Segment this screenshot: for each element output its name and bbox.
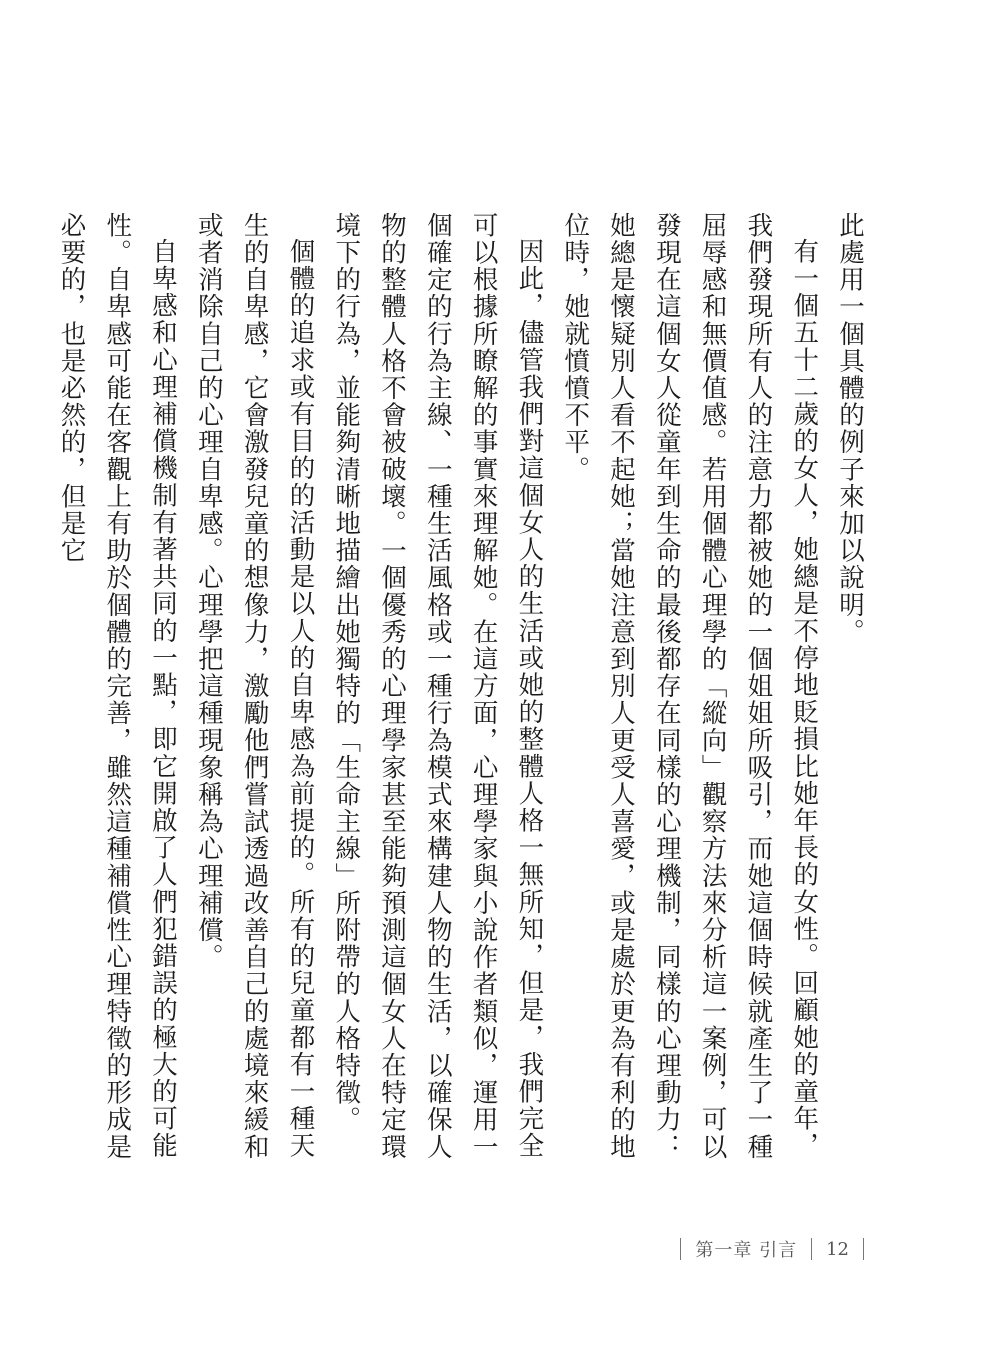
page-number: 12 bbox=[826, 1238, 849, 1260]
paragraph-1: 此處用一個具體的例子來加以說明。 bbox=[835, 212, 865, 646]
paragraph-4: 個體的追求或有目的的活動是以人的自卑感為前提的。所有的兒童都有一種天生的自卑感，它會激發兒童的想像力，激勵他們嘗試透過改善自己的處境來緩和或者消除自己的心理自卑感。心理學把這種現象稱為心理補償。 bbox=[193, 212, 316, 1161]
paragraph-3: 因此，儘管我們對這個女人的生活或她的整體人格一無所知，但是，我們完全可以根據所瞭解的事實來理解她。在這方面，心理學家與小說作者類似，運用一個確定的行為主線、一種生活風格或一種行為模式來構建人物的生活，以確保人物的整體人格不會被破壞。一個優秀的心理學家甚至能夠預測這個女人在特定環境下的行為，並能夠清晰地描繪出她獨特的「生命主線」所附帶的人格特徵。 bbox=[331, 212, 545, 1161]
paragraph-2: 有一個五十二歲的女人，她總是不停地貶損比她年長的女性。回顧她的童年，我們發現所有人的注意力都被她的一個姐姐所吸引，而她這個時候就產生了一種屈辱感和無價值感。若用個體心理學的「縱向」觀察方法來分析這一案例，可以發現在這個女人從童年到生命的最後都存在同樣的心理機制，同樣的心理動力：她總是懷疑別人看不起她；當她注意到別人更受人喜愛，或是處於更為有利的地位時，她就憤憤不平。 bbox=[560, 212, 820, 1161]
body-text bbox=[56, 212, 872, 1182]
footer-divider-right bbox=[863, 1238, 864, 1260]
footer-divider-middle bbox=[811, 1238, 812, 1260]
footer-divider-left bbox=[680, 1238, 681, 1260]
paragraph-5: 自卑感和心理補償機制有著共同的一點，即它開啟了人們犯錯誤的極大的可能性。自卑感可能在客觀上有助於個體的完善，雖然這種補償性心理特徵的形成是必要的，也是必然的，但是它 bbox=[56, 212, 179, 1161]
page-footer bbox=[666, 1234, 878, 1264]
chapter-title: 第一章 引言 bbox=[695, 1240, 798, 1261]
